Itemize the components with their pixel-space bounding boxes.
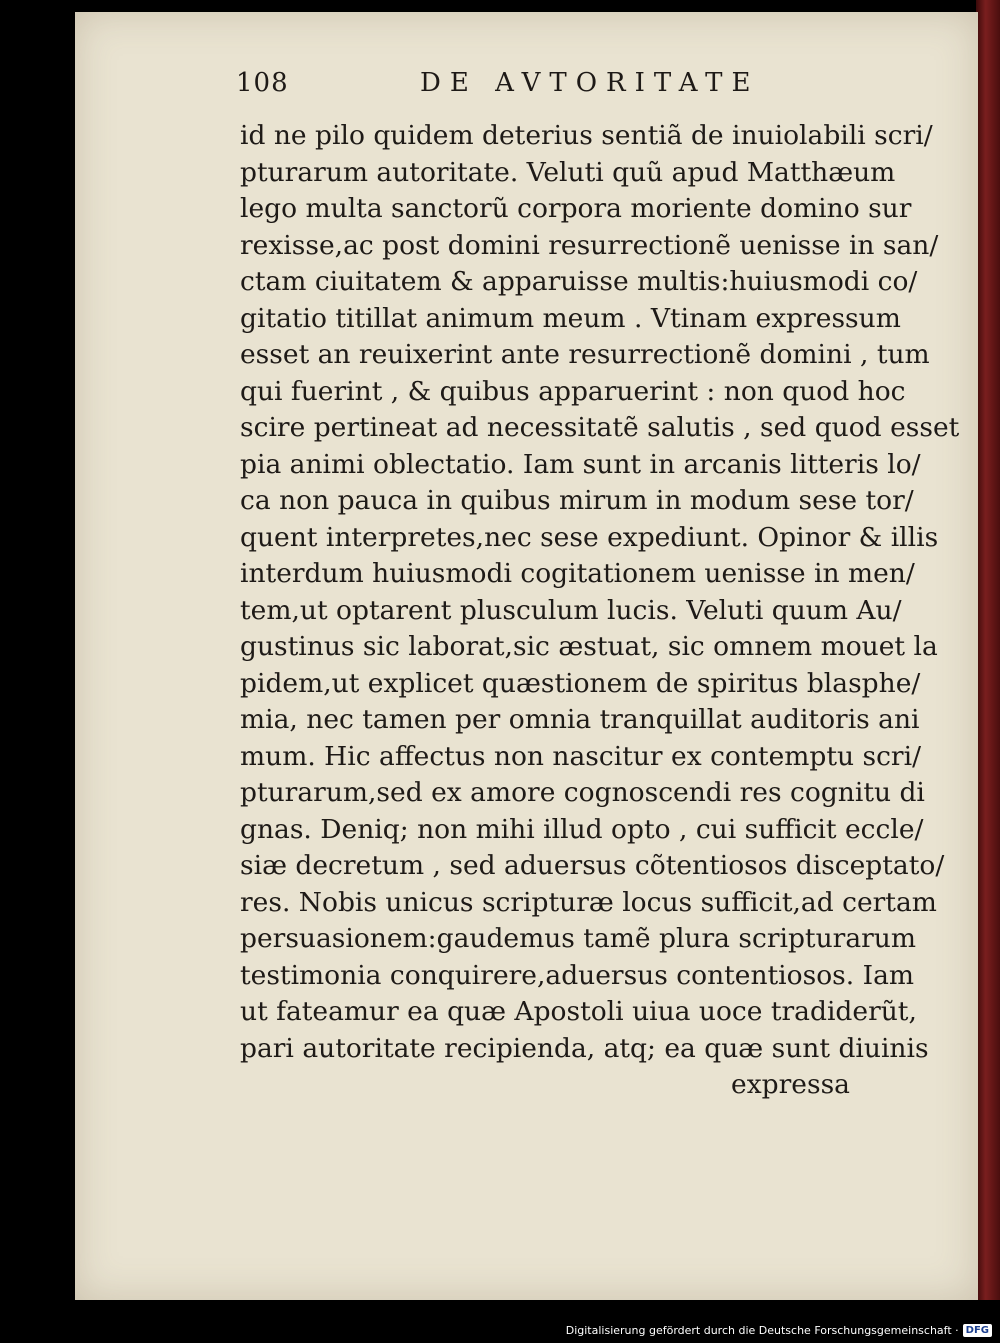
text-line: gustinus sic laborat,sic æstuat, sic omnem mouet la (240, 631, 938, 662)
text-line: quent interpretes,nec sese expediunt. Opinor & illis (240, 521, 939, 553)
text-line: gitatio titillat animum meum . Vtinam expressum (240, 302, 901, 334)
text-line: ut fateamur ea quæ Apostoli uiua uoce tradiderũt, (240, 996, 917, 1027)
text-line: testimonia conquirere,aduersus contentiosos. Iam (240, 959, 915, 991)
text-line: rexisse,ac post domini resurrectionẽ uenisse in san/ (240, 229, 939, 261)
text-line: scire pertineat ad necessitatẽ salutis , sed quod esset (240, 412, 960, 443)
text-line: ca non pauca in quibus mirum in modum sese tor/ (240, 485, 914, 516)
text-line: siæ decretum , sed aduersus cõtentiosos disceptato/ (240, 850, 945, 881)
digitization-credit (566, 1324, 992, 1337)
page-header (236, 68, 836, 108)
text-line: ctam ciuitatem & apparuisse multis:huiusmodi co/ (240, 266, 918, 297)
text-line: interdum huiusmodi cogitationem uenisse in men/ (240, 558, 915, 589)
book-edge (976, 0, 1000, 1300)
text-line: gnas. Deniq; non mihi illud opto , cui sufficit eccle/ (240, 813, 924, 845)
text-line: pidem,ut explicet quæstionem de spiritus blasphe/ (240, 667, 921, 699)
text-line: res. Nobis unicus scripturæ locus sufficit,ad certam (240, 886, 937, 918)
running-title: DE AVTORITATE (420, 68, 760, 98)
text-line: pari autoritate recipienda, atq; ea quæ sunt diuinis (240, 1032, 929, 1064)
text-line: pia animi oblectatio. Iam sunt in arcanis litteris lo/ (240, 448, 921, 480)
text-line: pturarum,sed ex amore cognoscendi res cognitu di (240, 777, 925, 808)
body-text (240, 118, 960, 1104)
catchword: expressa (731, 1069, 850, 1100)
page-number: 108 (236, 68, 289, 98)
text-line: mum. Hic affectus non nascitur ex contemptu scri/ (240, 740, 922, 772)
credit-text: Digitalisierung gefördert durch die Deutsche Forschungsgemeinschaft · (565, 1324, 959, 1337)
text-line: pturarum autoritate. Veluti quũ apud Matthæum (240, 156, 896, 188)
text-line: id ne pilo quidem deterius sentiã de inuiolabili scri/ (240, 120, 933, 151)
text-line: persuasionem:gaudemus tamẽ plura scripturarum (240, 923, 916, 954)
text-line: mia, nec tamen per omnia tranquillat auditoris ani (240, 704, 920, 735)
text-line: esset an reuixerint ante resurrectionẽ domini , tum (240, 339, 930, 370)
text-line: tem,ut optarent plusculum lucis. Veluti quum Au/ (240, 594, 902, 626)
text-line: lego multa sanctorũ corpora moriente domino sur (240, 193, 912, 224)
text-line: qui fuerint , & quibus apparuerint : non quod hoc (240, 375, 906, 407)
dfg-logo-icon: DFG (963, 1324, 992, 1337)
